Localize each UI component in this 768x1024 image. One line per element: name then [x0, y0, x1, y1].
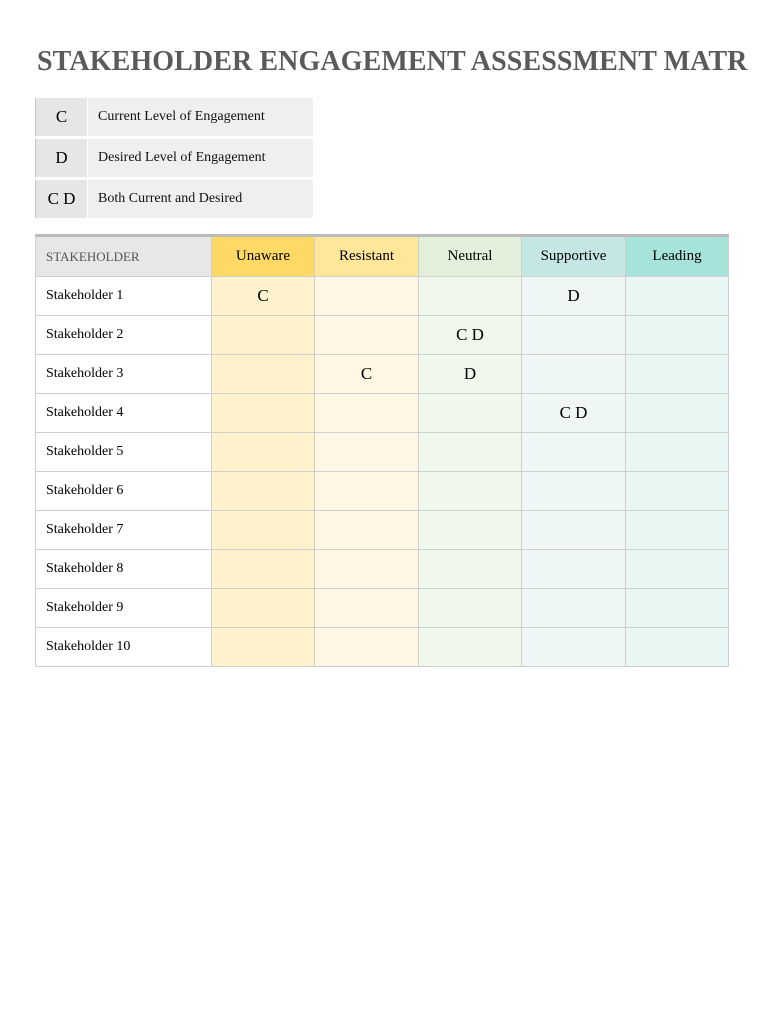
legend-row	[35, 98, 313, 136]
engagement-cell-resistant[interactable]	[315, 511, 419, 550]
engagement-cell-leading[interactable]	[626, 316, 729, 355]
engagement-cell-leading[interactable]	[626, 277, 729, 316]
engagement-cell-supportive[interactable]: C D	[522, 394, 626, 433]
engagement-cell-resistant[interactable]	[315, 472, 419, 511]
engagement-cell-resistant[interactable]	[315, 433, 419, 472]
legend	[35, 98, 313, 221]
page-title: STAKEHOLDER ENGAGEMENT ASSESSMENT MATR	[37, 46, 748, 77]
stakeholder-name[interactable]: Stakeholder 9	[36, 589, 212, 628]
stakeholder-name[interactable]: Stakeholder 8	[36, 550, 212, 589]
table-row	[36, 628, 729, 667]
engagement-cell-supportive[interactable]	[522, 433, 626, 472]
engagement-cell-resistant[interactable]	[315, 550, 419, 589]
table-row	[36, 355, 729, 394]
engagement-cell-resistant[interactable]: C	[315, 355, 419, 394]
engagement-cell-neutral[interactable]: C D	[419, 316, 522, 355]
stakeholder-name[interactable]: Stakeholder 2	[36, 316, 212, 355]
engagement-cell-leading[interactable]	[626, 511, 729, 550]
engagement-cell-supportive[interactable]: D	[522, 277, 626, 316]
engagement-cell-supportive[interactable]	[522, 316, 626, 355]
engagement-cell-neutral[interactable]	[419, 589, 522, 628]
stakeholder-name[interactable]: Stakeholder 1	[36, 277, 212, 316]
engagement-cell-neutral[interactable]: D	[419, 355, 522, 394]
engagement-cell-unaware[interactable]	[212, 550, 315, 589]
engagement-cell-resistant[interactable]	[315, 394, 419, 433]
engagement-cell-supportive[interactable]	[522, 550, 626, 589]
engagement-cell-supportive[interactable]	[522, 589, 626, 628]
engagement-matrix	[35, 234, 729, 667]
stakeholder-name[interactable]: Stakeholder 7	[36, 511, 212, 550]
level-header-unaware: Unaware	[212, 236, 315, 277]
legend-description: Current Level of Engagement	[88, 98, 313, 136]
engagement-cell-supportive[interactable]	[522, 511, 626, 550]
matrix-header-row	[36, 236, 729, 277]
engagement-cell-neutral[interactable]	[419, 550, 522, 589]
engagement-cell-neutral[interactable]	[419, 472, 522, 511]
engagement-cell-neutral[interactable]	[419, 628, 522, 667]
engagement-cell-leading[interactable]	[626, 394, 729, 433]
engagement-cell-unaware[interactable]	[212, 394, 315, 433]
table-row	[36, 316, 729, 355]
level-header-neutral: Neutral	[419, 236, 522, 277]
level-header-resistant: Resistant	[315, 236, 419, 277]
level-header-leading: Leading	[626, 236, 729, 277]
legend-code: D	[35, 139, 87, 177]
legend-code: C D	[35, 180, 87, 218]
engagement-cell-unaware[interactable]	[212, 472, 315, 511]
legend-code: C	[35, 98, 87, 136]
engagement-cell-supportive[interactable]	[522, 628, 626, 667]
table-row	[36, 277, 729, 316]
table-row	[36, 433, 729, 472]
table-row	[36, 394, 729, 433]
stakeholder-name[interactable]: Stakeholder 5	[36, 433, 212, 472]
engagement-cell-neutral[interactable]	[419, 433, 522, 472]
legend-description: Desired Level of Engagement	[88, 139, 313, 177]
matrix-body	[36, 277, 729, 667]
engagement-cell-resistant[interactable]	[315, 628, 419, 667]
stakeholder-name[interactable]: Stakeholder 4	[36, 394, 212, 433]
table-row	[36, 550, 729, 589]
engagement-cell-unaware[interactable]: C	[212, 277, 315, 316]
engagement-cell-leading[interactable]	[626, 472, 729, 511]
engagement-cell-leading[interactable]	[626, 355, 729, 394]
engagement-cell-leading[interactable]	[626, 550, 729, 589]
table-row	[36, 589, 729, 628]
table-row	[36, 472, 729, 511]
legend-description: Both Current and Desired	[88, 180, 313, 218]
engagement-cell-unaware[interactable]	[212, 628, 315, 667]
table-row	[36, 511, 729, 550]
stakeholder-column-header: STAKEHOLDER	[36, 236, 212, 277]
engagement-cell-neutral[interactable]	[419, 511, 522, 550]
legend-row	[35, 180, 313, 218]
engagement-cell-unaware[interactable]	[212, 511, 315, 550]
engagement-cell-leading[interactable]	[626, 628, 729, 667]
engagement-cell-resistant[interactable]	[315, 589, 419, 628]
level-header-supportive: Supportive	[522, 236, 626, 277]
stakeholder-name[interactable]: Stakeholder 10	[36, 628, 212, 667]
engagement-cell-supportive[interactable]	[522, 472, 626, 511]
stakeholder-name[interactable]: Stakeholder 3	[36, 355, 212, 394]
engagement-cell-unaware[interactable]	[212, 355, 315, 394]
engagement-cell-resistant[interactable]	[315, 316, 419, 355]
engagement-cell-resistant[interactable]	[315, 277, 419, 316]
engagement-cell-unaware[interactable]	[212, 316, 315, 355]
legend-row	[35, 139, 313, 177]
engagement-cell-supportive[interactable]	[522, 355, 626, 394]
engagement-cell-leading[interactable]	[626, 433, 729, 472]
engagement-cell-leading[interactable]	[626, 589, 729, 628]
engagement-cell-neutral[interactable]	[419, 277, 522, 316]
engagement-cell-unaware[interactable]	[212, 433, 315, 472]
engagement-cell-neutral[interactable]	[419, 394, 522, 433]
engagement-cell-unaware[interactable]	[212, 589, 315, 628]
stakeholder-name[interactable]: Stakeholder 6	[36, 472, 212, 511]
